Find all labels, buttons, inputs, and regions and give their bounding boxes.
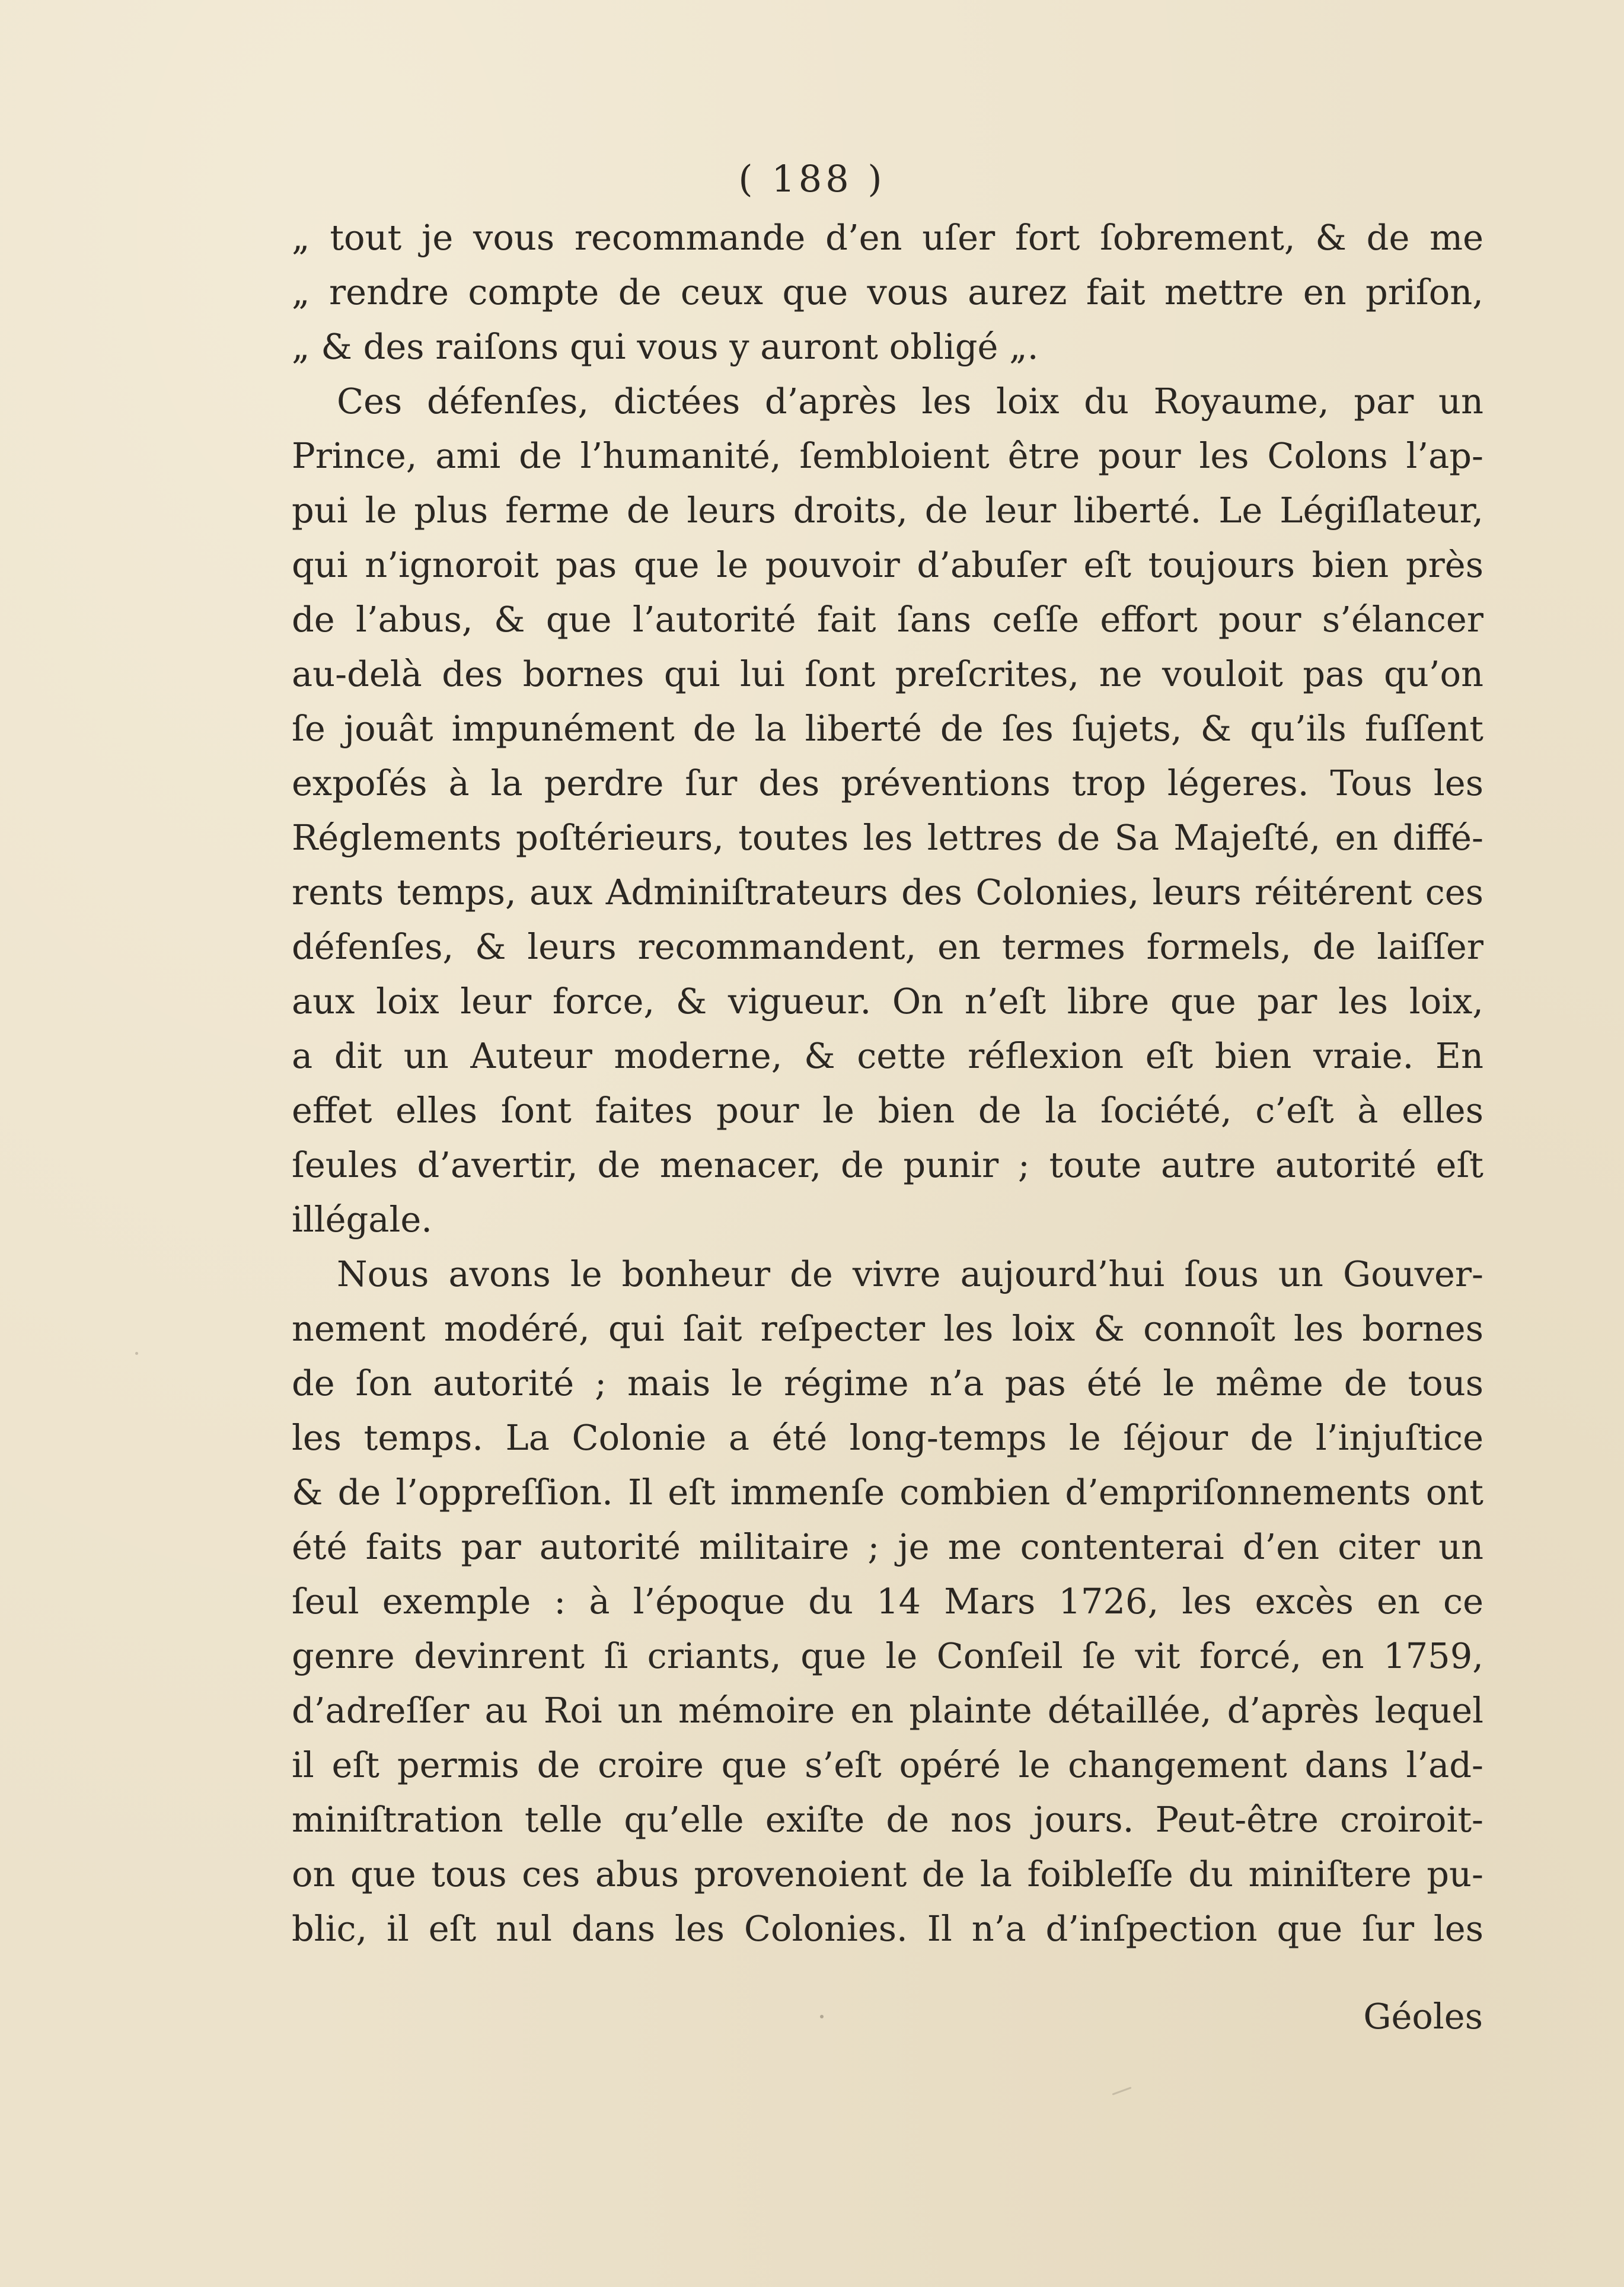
text-line: expoſés à la perdre ſur des préventions trop légeres. Tous les xyxy=(292,763,1483,803)
text-line: été faits par autorité militaire ; je me contenterai d’en citer un xyxy=(292,1526,1483,1567)
paper-speck xyxy=(135,1352,138,1355)
text-line: de l’abus, & que l’autorité fait ſans ceſſe effort pour s’élancer xyxy=(292,599,1483,640)
text-line: de ſon autorité ; mais le régime n’a pas été le même de tous xyxy=(292,1363,1483,1404)
text-line: „ rendre compte de ceux que vous aurez fait mettre en priſon, xyxy=(292,272,1483,312)
text-line: défenſes, & leurs recommandent, en termes formels, de laiſſer xyxy=(292,926,1483,967)
text-line: d’adreſſer au Roi un mémoire en plainte détaillée, d’après lequel xyxy=(292,1690,1483,1731)
text-line: genre devinrent ſi criants, que le Conſeil ſe vit forcé, en 1759, xyxy=(292,1635,1483,1676)
page-number: ( 188 ) xyxy=(738,157,886,200)
text-line: pui le plus ferme de leurs droits, de leur liberté. Le Légiſlateur, xyxy=(292,490,1483,531)
text-line: illégale. xyxy=(292,1199,433,1240)
text-line: ſeules d’avertir, de menacer, de punir ; toute autre autorité eſt xyxy=(292,1144,1483,1185)
text-line: nement modéré, qui ſait reſpecter les loix & connoît les bornes xyxy=(292,1308,1483,1349)
text-line: aux loix leur force, & vigueur. On n’eſt libre que par les loix, xyxy=(292,981,1483,1022)
paper-mark xyxy=(1112,2087,1132,2095)
catchword: Géoles xyxy=(1363,1996,1483,2037)
text-line: qui n’ignoroit pas que le pouvoir d’abuſer eſt toujours bien près xyxy=(292,544,1483,585)
paper-speck xyxy=(820,2015,824,2018)
text-line: effet elles ſont faites pour le bien de la ſociété, c’eſt à elles xyxy=(292,1090,1483,1131)
text-line: Réglements poſtérieurs, toutes les lettres de Sa Majeſté, en diffé- xyxy=(292,817,1483,858)
paragraph-first-line: Nous avons le bonheur de vivre aujourd’hui ſous un Gouver- xyxy=(337,1253,1483,1294)
text-line: il eſt permis de croire que s’eſt opéré le changement dans l’ad- xyxy=(292,1744,1483,1785)
text-line: miniſtration telle qu’elle exiſte de nos jours. Peut-être croiroit- xyxy=(292,1799,1483,1840)
text-line: Prince, ami de l’humanité, ſembloient être pour les Colons l’ap- xyxy=(292,435,1483,476)
text-line: a dit un Auteur moderne, & cette réflexion eſt bien vraie. En xyxy=(292,1035,1483,1076)
text-line: rents temps, aux Adminiſtrateurs des Colonies, leurs réitérent ces xyxy=(292,872,1483,913)
text-line: ſeul exemple : à l’époque du 14 Mars 1726, les excès en ce xyxy=(292,1581,1483,1622)
paragraph-first-line: Ces défenſes, dictées d’après les loix du Royaume, par un xyxy=(337,381,1483,422)
text-line: & de l’oppreſſion. Il eſt immenſe combien d’empriſonnements ont xyxy=(292,1472,1483,1513)
text-line: les temps. La Colonie a été long-temps le ſéjour de l’injuſtice xyxy=(292,1417,1483,1458)
text-line: „ & des raiſons qui vous y auront obligé „. xyxy=(292,326,1039,367)
text-line: ſe jouât impunément de la liberté de ſes ſujets, & qu’ils fuſſent xyxy=(292,708,1483,749)
text-line: blic, il eſt nul dans les Colonies. Il n’a d’inſpection que ſur les xyxy=(292,1908,1483,1949)
text-line: on que tous ces abus provenoient de la foibleſſe du miniſtere pu- xyxy=(292,1854,1483,1894)
text-line: „ tout je vous recommande d’en uſer fort ſobrement, & de me xyxy=(292,217,1483,258)
text-line: au-delà des bornes qui lui ſont preſcrites, ne vouloit pas qu’on xyxy=(292,653,1483,694)
